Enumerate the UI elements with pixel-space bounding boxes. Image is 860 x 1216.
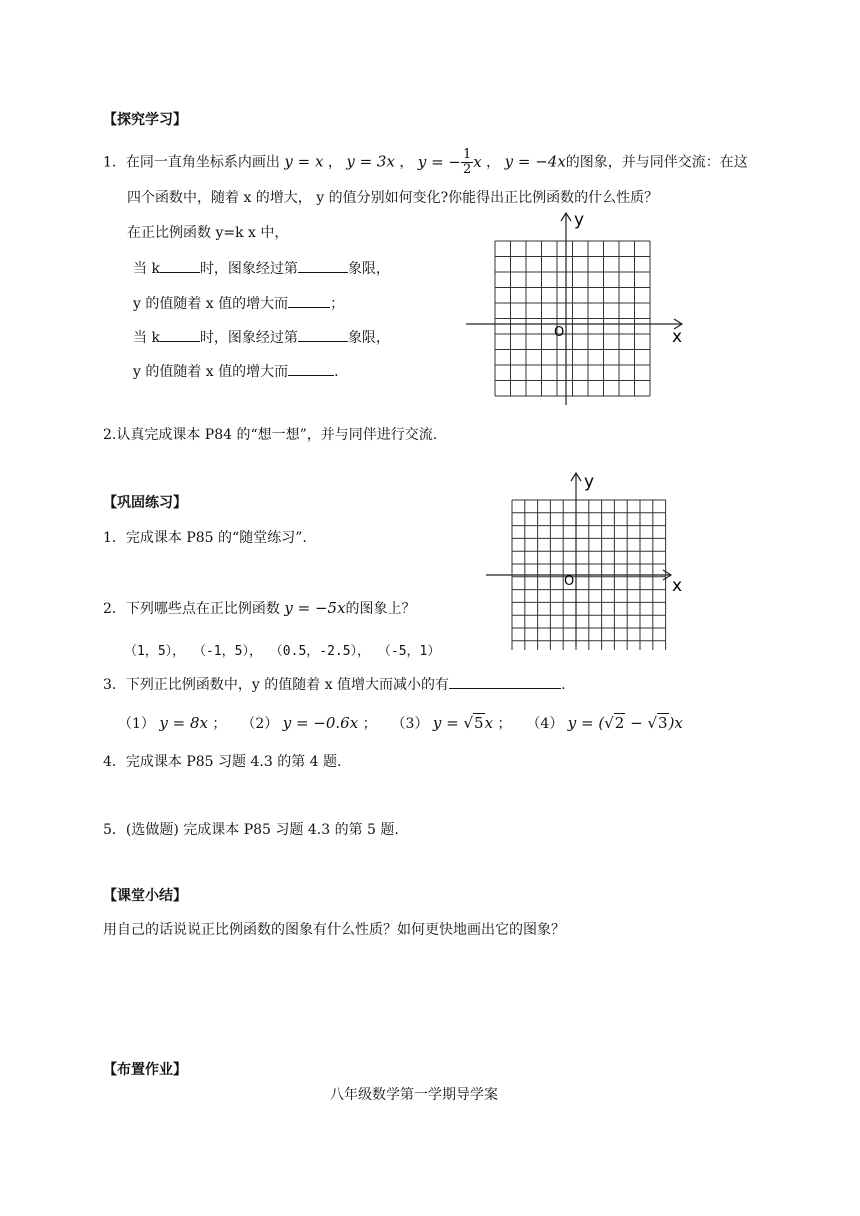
section-heading-homework: 【布置作业】 — [103, 1062, 187, 1078]
consolidate-question-3: 3．下列正比例函数中，y 的值随着 x 值增大而减小的有 . — [103, 674, 566, 695]
question-3-options: （1） y = 8x ； （2） y = −0.6x ； （3） y = √5x ； （4） y = (√2 − √3)x — [118, 714, 683, 732]
page-footer: 八年级数学第一学期导学案 — [330, 1087, 498, 1103]
q1-number: 1． — [103, 154, 126, 171]
q1-text-b: 的图象，并与同伴交流：在这 — [565, 154, 748, 171]
consolidate-question-4: 4．完成课本 P85 习题 4.3 的第 4 题. — [103, 754, 342, 770]
consolidate-question-5: 5．(选做题) 完成课本 P85 习题 4.3 的第 5 题. — [103, 822, 399, 838]
summary-question: 用自己的话说说正比例函数的图象有什么性质？如何更快地画出它的图象？ — [103, 922, 565, 938]
eq-y-eq-neg-4x: y = −4x — [504, 152, 566, 171]
q1-text-a: 在同一直角坐标系内画出 — [125, 154, 280, 171]
section-heading-consolidate: 【巩固练习】 — [103, 495, 187, 511]
explore-question-2: 2.认真完成课本 P84 的“想一想”，并与同伴进行交流. — [103, 427, 438, 443]
option-1-formula: y = 8x — [159, 714, 208, 732]
consolidate-question-1: 1．完成课本 P85 的“随堂练习”. — [103, 530, 307, 546]
blank-quadrant-1[interactable] — [298, 258, 348, 273]
blank-quadrant-2[interactable] — [298, 327, 348, 342]
option-3-formula: y = √5x — [432, 714, 494, 732]
origin-label-2: O — [564, 574, 575, 589]
eq-y-eq-x: y = x — [284, 152, 324, 171]
fill-line-4: y 的值随着 x 值的增大而 . — [133, 361, 339, 382]
fill-line-2: y 的值随着 x 值的增大而 ； — [133, 293, 344, 314]
blank-trend-1[interactable] — [288, 293, 330, 308]
y-label-1: y — [574, 210, 585, 230]
y-label-2: y — [584, 472, 595, 492]
option-2-formula: y = −0.6x — [282, 714, 359, 732]
blank-trend-2[interactable] — [288, 361, 334, 376]
coordinate-grid-2 — [480, 465, 690, 650]
blank-k-1[interactable] — [160, 258, 200, 273]
blank-k-2[interactable] — [160, 327, 200, 342]
eq-y-eq-3x: y = 3x — [346, 152, 395, 171]
option-4-formula: y = (√2 − √3)x — [567, 714, 683, 732]
x-label-1: x — [672, 327, 683, 347]
fill-intro: 在正比例函数 y=k x 中， — [127, 225, 289, 241]
section-heading-summary: 【课堂小结】 — [103, 888, 187, 904]
eq-y-eq-neg-5x: y = −5x — [284, 599, 346, 617]
eq-y-eq-neg-half-x: y = − $\frac{1}{2}$ x — [417, 147, 482, 177]
blank-answer-q3[interactable] — [449, 674, 561, 689]
fill-line-3: 当 k 时，图象经过第 象限， — [133, 327, 390, 348]
origin-label-1: O — [554, 325, 565, 340]
x-label-2: x — [672, 576, 683, 596]
consolidate-question-2: 2．下列哪些点在正比例函数 y = −5x的图象上？ — [103, 599, 416, 617]
fill-line-1: 当 k 时，图象经过第 象限， — [133, 258, 390, 279]
candidate-points: （1，5）， （-1，5）， （0.5，-2.5）， （-5，1） — [124, 644, 441, 659]
explore-question-1-line-1: 1．在同一直角坐标系内画出 y = x ， y = 3x ， y = − $\frac{1}{2}$ x ， y = −4x的图象，并与同伴交流：在这 — [103, 147, 748, 177]
explore-question-1-line-2: 四个函数中，随着 x 的增大， y 的值分别如何变化?你能得出正比例函数的什么性质？ — [127, 190, 659, 206]
section-heading-explore: 【探究学习】 — [103, 112, 187, 128]
coordinate-grid-1 — [460, 205, 690, 410]
